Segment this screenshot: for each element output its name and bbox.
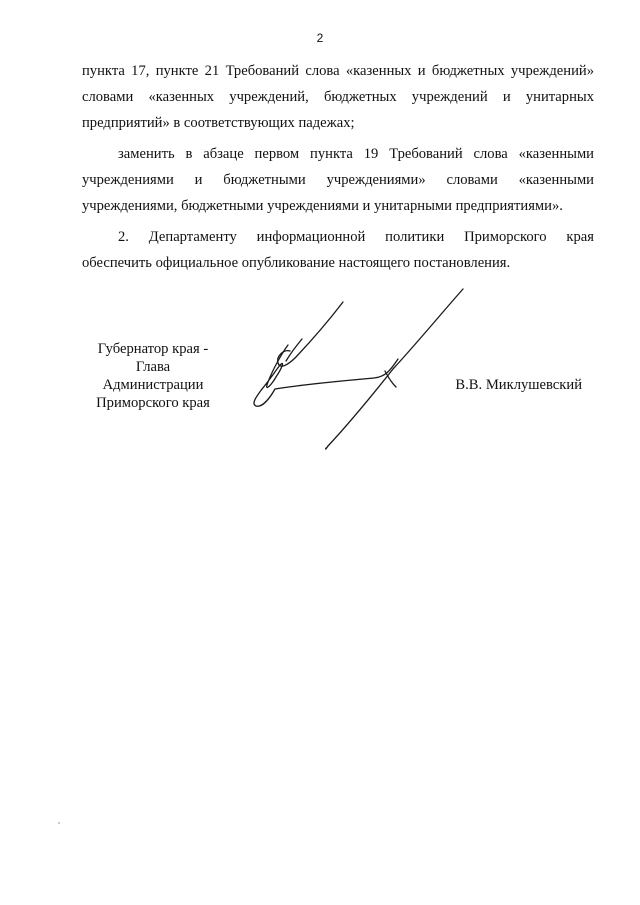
text-line: учреждениями и бюджетными учреждениями» словами «казенными [82,172,594,188]
text-line: 2. Департаменту информационной политики Приморского края [118,229,594,245]
position-line: Глава Администрации [102,359,204,393]
text-line: учреждениями, бюджетными учреждениями и унитарными предприятиями». [82,198,563,214]
text-line: предприятий» в соответствующих падежах; [82,115,355,131]
text-line: пункта 17, пункте 21 Требований слова «казенных и бюджетных учреждений» [82,63,594,79]
position-line: Приморского края [96,395,210,411]
paragraph-publication-end [82,250,594,276]
document-body [82,58,594,276]
paragraph-replacement-terms-end [82,110,594,136]
position-line: Губернатор края - [97,341,209,357]
text-line: словами «казенных учреждений, бюджетных учреждений и унитарных [82,89,594,105]
paragraph-point-19 [82,141,594,193]
signatory-name: В.В. Миклушевский [455,377,582,393]
text-line: обеспечить официальное опубликование настоящего постановления. [82,255,511,271]
text-line: заменить в абзаце первом пункта 19 Требований слова «казенными [118,146,594,162]
paragraph-replacement-terms [82,58,594,110]
handwritten-signature [240,285,480,455]
paragraph-publication [82,224,594,250]
signatory-position [86,340,220,412]
scan-speck [58,822,60,824]
paragraph-point-19-end [82,193,594,219]
page-number: 2 [316,31,324,45]
